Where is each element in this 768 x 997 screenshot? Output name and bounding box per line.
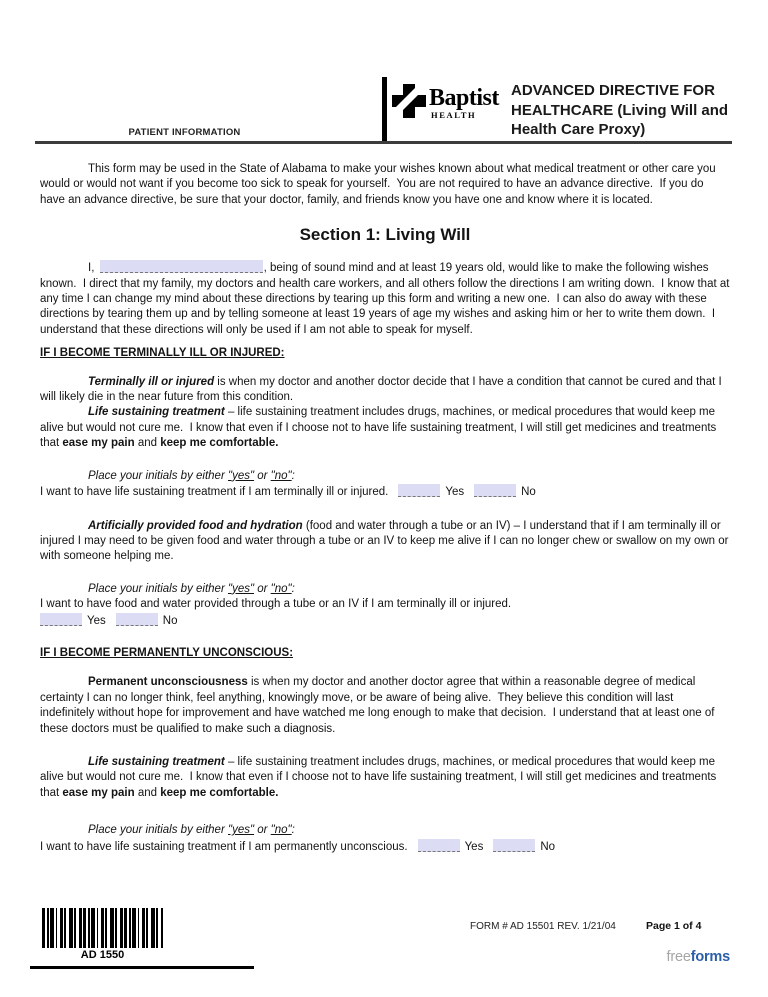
section1-heading: Section 1: Living Will — [299, 225, 471, 245]
intro-paragraph: This form may be used in the State of Alabama to make your wishes known about what medical treatment or other care you would or would not want if you become too sick to speak for yourself. You are not required to have an advance directive. If you do have an advance directive, be sure that your doctor, family, and friends know you have one and know where it is located. — [40, 163, 719, 206]
page-number-label: Page 1 of 4 — [646, 920, 702, 932]
life-sustaining-definition — [40, 405, 730, 451]
instruction-yes: "yes" — [227, 469, 255, 482]
question-text: I want to have life sustaining treatment if I am terminally ill or injured. — [40, 486, 389, 499]
instruction-yes: "yes" — [227, 824, 255, 837]
terminally-ill-definition — [40, 375, 730, 406]
initials-instruction-3 — [40, 823, 730, 838]
initials-instruction-1 — [40, 469, 730, 484]
form-title-line: Health Care Proxy) — [511, 121, 646, 138]
yes-label: Yes — [445, 486, 465, 499]
life-sustaining-definition-repeat — [40, 755, 730, 801]
ease-my-pain-bold: ease my pain — [62, 437, 135, 450]
logo-name: Baptist — [429, 85, 499, 111]
question-terminal-treatment — [40, 484, 730, 500]
instruction-pre: Place your initials by either — [88, 582, 228, 595]
form-body — [40, 162, 733, 855]
yes-label: Yes — [464, 840, 484, 853]
instruction-no: "no" — [270, 582, 292, 595]
baptist-cross-icon — [392, 82, 426, 122]
instruction-colon: : — [291, 469, 295, 482]
term-permanent-unconsciousness: Permanent unconsciousness — [88, 676, 248, 689]
question-food-water-answers — [40, 613, 730, 629]
permanently-unconscious-heading: IF I BECOME PERMANENTLY UNCONSCIOUS: — [40, 646, 294, 659]
opening-pre: I, — [88, 262, 98, 275]
and-text: and — [134, 786, 161, 799]
food-hydration-definition-text: (food and water through a tube or an IV) – I understand that if I am terminally ill or injured I may need to be given food and water through a tube or an IV to keep me alive if I can no longer chew or swallow on my own or with someone helping me. — [40, 519, 732, 563]
life-sustaining-definition-text: – life sustaining treatment includes drugs, machines, or medical procedures that would keep me alive but would not cure me. I know that even if I choose not to have life sustaining treatment, I will still get medicines and treatments that — [40, 755, 720, 799]
instruction-colon: : — [291, 582, 295, 595]
instruction-or: or — [254, 582, 271, 595]
initials-no-field-unconscious-treatment[interactable] — [493, 839, 535, 852]
keep-me-comfortable-bold: keep me comfortable. — [160, 437, 279, 450]
barcode — [42, 908, 163, 948]
opening-paragraph — [40, 260, 733, 338]
footer-rule — [30, 966, 254, 969]
and-text: and — [134, 437, 161, 450]
brand-forms-text: forms — [690, 949, 730, 965]
header-rule — [35, 141, 732, 144]
patient-information-label: PATIENT INFORMATION — [128, 127, 241, 138]
terminally-ill-heading: IF I BECOME TERMINALLY ILL OR INJURED: — [40, 347, 285, 360]
barcode-label: AD 1550 — [80, 949, 125, 961]
question-food-water: I want to have food and water provided through a tube or an IV if I am terminally ill or injured. — [40, 598, 512, 611]
life-sustaining-definition-text: – life sustaining treatment includes drugs, machines, or medical procedures that would keep me alive but would not cure me. I know that even if I choose not to have life sustaining treatment, I will still get medicines and treatments that — [40, 406, 720, 450]
question-text: I want to have life sustaining treatment if I am permanently unconscious. — [40, 840, 408, 853]
initials-yes-field-food-water[interactable] — [40, 613, 82, 626]
initials-no-field-terminal-treatment[interactable] — [474, 484, 516, 497]
freeforms-logo — [667, 949, 730, 965]
permanent-unconsciousness-definition — [40, 675, 730, 737]
instruction-colon: : — [291, 824, 295, 837]
food-hydration-definition — [40, 519, 730, 565]
instruction-pre: Place your initials by either — [88, 469, 228, 482]
term-terminally-ill: Terminally ill or injured — [88, 375, 215, 388]
term-life-sustaining-treatment: Life sustaining treatment — [88, 406, 225, 419]
terminally-ill-definition-text: is when my doctor and another doctor decide that I have a condition that cannot be cured and that I will likely die in the near future from this condition. — [40, 375, 725, 404]
instruction-no: "no" — [270, 824, 292, 837]
term-artificial-food-hydration: Artificially provided food and hydration — [88, 519, 303, 532]
ease-my-pain-bold: ease my pain — [62, 786, 135, 799]
initials-yes-field-unconscious-treatment[interactable] — [418, 839, 460, 852]
brand-free-text: free — [666, 949, 691, 965]
instruction-no: "no" — [270, 469, 292, 482]
permanent-unconsciousness-definition-text: is when my doctor and another doctor agree that within a reasonable degree of medical certainty I can no longer think, feel anything, knowingly move, or be aware of being alive. They believe this condition will last indefinitely without hope for improvement and have watched me long enough to make that decision. I understand that at least one of these doctors must be qualified to make such a diagnosis. — [40, 676, 718, 735]
instruction-pre: Place your initials by either — [88, 824, 228, 837]
patient-name-field[interactable] — [100, 260, 263, 273]
form-title — [511, 81, 741, 140]
header-divider-bar — [382, 77, 387, 143]
form-title-line: ADVANCED DIRECTIVE FOR — [511, 82, 715, 99]
form-number: FORM # AD 15501 REV. 1/21/04 — [470, 921, 616, 932]
logo-subname: HEALTH — [431, 110, 477, 120]
yes-label: Yes — [87, 614, 106, 627]
form-title-line: HEALTHCARE (Living Will and — [511, 101, 729, 119]
term-life-sustaining-treatment: Life sustaining treatment — [88, 755, 225, 768]
instruction-yes: "yes" — [227, 582, 255, 595]
logo-text — [429, 81, 499, 120]
instruction-or: or — [254, 824, 271, 837]
initials-no-field-food-water[interactable] — [116, 613, 158, 626]
instruction-or: or — [254, 469, 271, 482]
no-label: No — [521, 486, 536, 499]
opening-post: , being of sound mind and at least 19 years old, would like to make the following wishes known. I direct that my family, my doctors and health care workers, and all others follow the directions I am writing down. I know that at any time I can change my mind about these directions by tearing up this form and writing a new one. I can also do away with these directions by tearing them up and by telling someone at least 19 years of age my wishes and asking him or her to write them down. I understand that these directions will only be used if I am not able to speak for myself. — [40, 262, 733, 336]
no-label: No — [162, 614, 178, 627]
baptist-health-logo — [392, 81, 499, 122]
initials-instruction-2 — [40, 582, 730, 597]
no-label: No — [540, 840, 556, 853]
question-unconscious-treatment — [40, 839, 730, 855]
initials-yes-field-terminal-treatment[interactable] — [398, 484, 440, 497]
keep-me-comfortable-bold: keep me comfortable. — [160, 786, 279, 799]
